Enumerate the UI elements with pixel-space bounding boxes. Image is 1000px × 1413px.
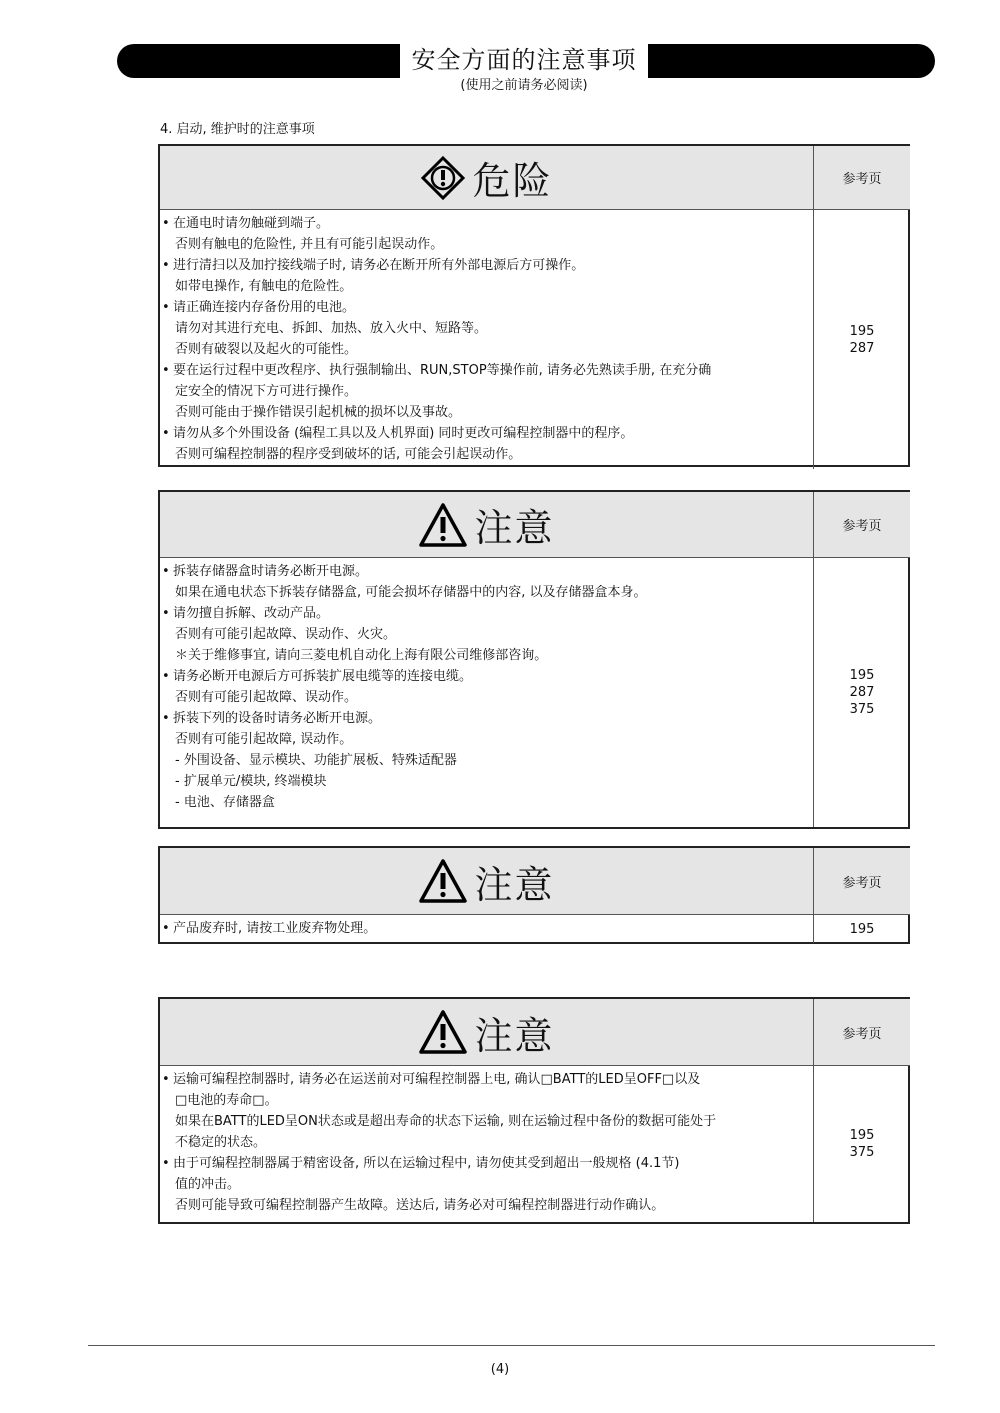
ref-page: 195 (849, 323, 875, 339)
danger-body (160, 210, 813, 469)
list-item: • 请勿从多个外围设备 (编程工具以及人机界面) 同时更改可编程控制器中的程序。 否则可编程控制器的程序受到破坏的话, 可能会引起误动作。 (162, 426, 634, 462)
danger-title: 危险 (472, 159, 553, 203)
danger-refs (813, 210, 910, 469)
caution-title: 注意 (474, 506, 555, 550)
caution-refs (813, 1066, 910, 1222)
warning-triangle-icon (418, 1009, 468, 1055)
caution-ref-label: 参考页 (813, 492, 910, 558)
ref-page: 287 (849, 340, 875, 356)
caution-refs (813, 558, 910, 827)
ref-page: 375 (849, 1145, 875, 1160)
danger-diamond-icon (420, 155, 466, 201)
list-item: • 运输可编程控制器时, 请务必在运送前对可编程控制器上电, 确认□BATT的LED呈OFF□以及 □电池的寿命□。 如果在BATT的LED呈ON状态或是超出寿命的状态下运输, 则在运输过程中备份的数据可能处于 不稳定的状态。 (162, 1072, 717, 1150)
caution-body (160, 915, 813, 943)
list-item: • 请正确连接内存备份用的电池。 请勿对其进行充电、拆卸、加热、放入火中、短路等。 否则有破裂以及起火的可能性。 (162, 300, 488, 357)
page-subtitle: (使用之前请务必阅读) (460, 78, 588, 93)
caution-refs (813, 915, 910, 943)
caution-body (160, 1066, 813, 1222)
caution-header (160, 848, 813, 915)
caution-box-2 (158, 846, 910, 944)
warning-triangle-icon (418, 858, 468, 904)
caution-header (160, 999, 813, 1066)
list-item: • 拆装存储器盒时请务必断开电源。 如果在通电状态下拆装存储器盒, 可能会损坏存储器中的内容, 以及存储器盒本身。 (162, 564, 647, 600)
caution-body (160, 558, 813, 827)
caution-header (160, 492, 813, 558)
page-title: 安全方面的注意事项 (400, 40, 648, 80)
danger-ref-label: 参考页 (813, 146, 910, 210)
danger-box (158, 144, 910, 467)
ref-page: 287 (849, 685, 875, 700)
ref-page: 195 (849, 1128, 875, 1143)
ref-page: 195 (849, 921, 875, 937)
list-item: • 要在运行过程中更改程序、执行强制输出、RUN,STOP等操作前, 请务必先熟读手册, 在充分确 定安全的情况下方可进行操作。 否则可能由于操作错误引起机械的损坏以及事故。 (162, 363, 712, 420)
caution-ref-label: 参考页 (813, 999, 910, 1066)
caution-ref-label: 参考页 (813, 848, 910, 915)
list-item: • 拆装下列的设备时请务必断开电源。 否则有可能引起故障, 误动作。 - 外围设备、显示模块、功能扩展板、特殊适配器 - 扩展单元/模块, 终端模块 - 电池、存储器盒 (162, 711, 457, 810)
caution-title: 注意 (474, 1013, 555, 1058)
caution-box-1 (158, 490, 910, 829)
footer-divider (88, 1345, 935, 1346)
section-heading: 4. 启动, 维护时的注意事项 (160, 122, 315, 137)
list-item: • 进行清扫以及加拧接线端子时, 请务必在断开所有外部电源后方可操作。 如带电操作, 有触电的危险性。 (162, 258, 585, 294)
warning-triangle-icon (418, 502, 468, 548)
ref-page: 195 (849, 668, 875, 683)
list-item: • 由于可编程控制器属于精密设备, 所以在运输过程中, 请勿使其受到超出一般规格 (4.1节) 值的冲击。 否则可能导致可编程控制器产生故障。送达后, 请务必对可编程控制器进行动作确认。 (162, 1156, 680, 1213)
page-number: (4) (490, 1362, 510, 1377)
list-item: • 产品废弃时, 请按工业废弃物处理。 (162, 921, 377, 936)
list-item: • 请务必断开电源后方可拆装扩展电缆等的连接电缆。 否则有可能引起故障、误动作。 (162, 669, 473, 705)
ref-page: 375 (849, 702, 875, 717)
list-item: • 在通电时请勿触碰到端子。 否则有触电的危险性, 并且有可能引起误动作。 (162, 216, 444, 252)
list-item: • 请勿擅自拆解、改动产品。 否则有可能引起故障、误动作、火灾。 ＊关于维修事宜, 请向三菱电机自动化上海有限公司维修部咨询。 (162, 606, 548, 663)
caution-title: 注意 (474, 862, 555, 907)
danger-header (160, 146, 813, 210)
caution-box-3 (158, 997, 910, 1224)
